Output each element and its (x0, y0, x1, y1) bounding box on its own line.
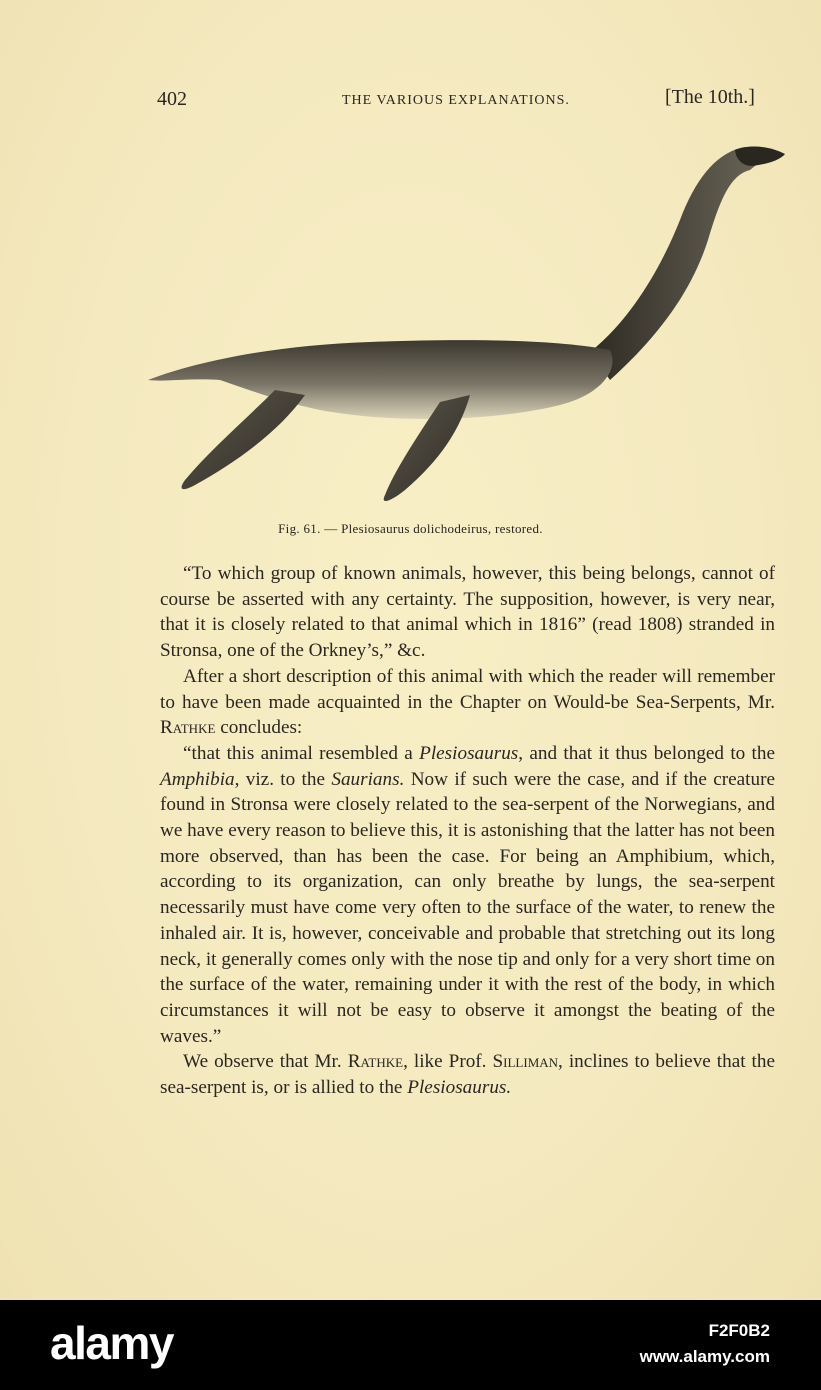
term-plesiosaurus-2: Plesiosaurus. (407, 1077, 512, 1099)
alamy-logo: alamy (50, 1317, 173, 1369)
term-amphibia: Amphibia (160, 768, 235, 790)
p3-text-d: Now if such were the case, and if the creature found in Stronsa were closely related to the sea-serpent of the Norwegians, and we have every reason to believe this, it is astonishing that the latter has not been more observed, than has been the case. For being an Amphibium, which, according to its organization, can only breathe by lungs, the sea-serpent necessarily must have come very often to the surface of the water, to renew the inhaled air. It is, however, conceivable and probable that stretching out its long neck, it generally comes only with the nose tip and only for a very short time on the surface of the water, remaining under it with the rest of the body, in which circumstances it will not be easy to observe it amongst the beating of the waves.” (160, 768, 775, 1047)
p2-text-end: concludes: (215, 717, 303, 739)
plesiosaurus-illustration (140, 140, 800, 520)
term-plesiosaurus: Plesiosaurus (419, 742, 519, 764)
running-title: THE VARIOUS EXPLANATIONS. (342, 93, 570, 108)
term-saurians: Saurians. (331, 768, 405, 790)
body-shape (148, 340, 613, 419)
running-chapter: [The 10th.] (665, 86, 755, 108)
p3-text-a: “that this animal resembled a (183, 742, 420, 764)
name-rathke-2: Rathke (347, 1051, 404, 1073)
caption-separator: — (324, 521, 338, 536)
p3-text-c: , viz. to the (234, 768, 332, 790)
p2-text: After a short description of this animal with which the reader will remember to have been made acquainted in the Chapter on Would-be Sea-Serpents, Mr. (160, 665, 775, 713)
site-url: www.alamy.com (639, 1347, 770, 1366)
p3-text-b: , and that it thus belonged to the (518, 742, 775, 764)
paragraph-3 (160, 741, 775, 1049)
paragraph-1: “To which group of known animals, however, this being belongs, cannot of course be asserted with any certainty. The supposition, however, is very near, that it is closely related to that animal which in 1816” (read 1808) stranded in Stronsa, one of the Orkney’s,” &c. (160, 563, 775, 662)
p4-text-b: , like Prof. (403, 1051, 493, 1073)
running-head (157, 86, 777, 116)
body-text (160, 561, 775, 1101)
figure-caption (0, 521, 821, 537)
rear-flipper-shape (182, 390, 305, 489)
p4-text-a: We observe that Mr. (183, 1051, 348, 1073)
neck-shape (590, 147, 772, 380)
image-id: F2F0B2 (708, 1321, 770, 1340)
figure-label: Fig. 61. (278, 521, 321, 536)
name-silliman: Silliman (492, 1051, 559, 1073)
p4-text-c: , inclines to believe that the sea-serpent is, or is allied to the (160, 1051, 775, 1099)
caption-text: Plesiosaurus dolichodeirus, restored. (341, 521, 543, 536)
name-rathke: Rathke (160, 717, 216, 739)
paragraph-2 (160, 664, 775, 741)
head-shape (735, 147, 785, 166)
paragraph-4 (160, 1049, 775, 1100)
page-number: 402 (157, 88, 187, 110)
